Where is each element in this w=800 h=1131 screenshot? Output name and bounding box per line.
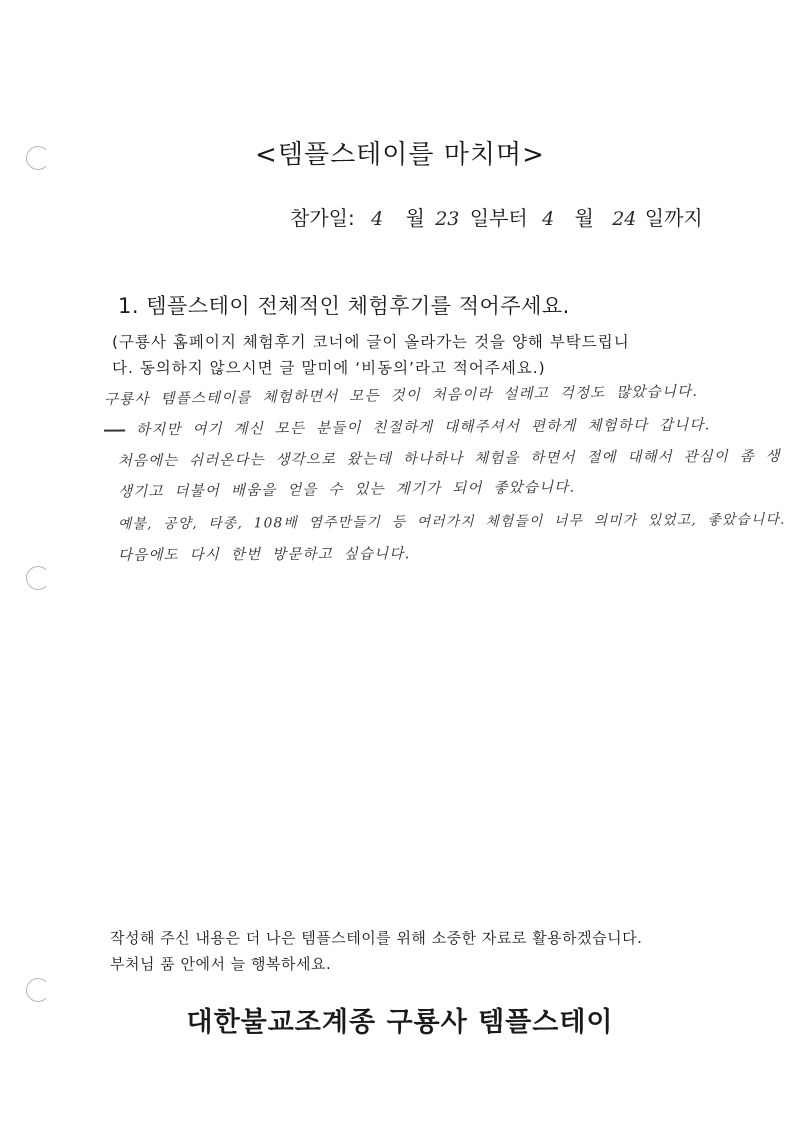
footer-note-line: 작성해 주신 내용은 더 나은 템플스테이를 위해 소중한 자료로 활용하겠습니다. xyxy=(110,929,643,947)
handwritten-line: 예불, 공양, 타종, 108배 염주만들기 등 여러가지 체험들이 너무 의미가 있었고, 좋았습니다. xyxy=(117,511,786,533)
participation-dates xyxy=(290,202,703,231)
handwritten-line: 다음에도 다시 한번 방문하고 싶습니다. xyxy=(117,546,411,564)
handwritten-line xyxy=(104,413,711,439)
punch-hole-mark xyxy=(26,978,50,1002)
start-day-value: 23 xyxy=(435,208,460,230)
punch-hole-mark xyxy=(26,566,50,590)
handwritten-line: 생기고 더불어 배움을 얻을 수 있는 계기가 되어 좋았습니다. xyxy=(117,479,576,501)
month-label: 월 xyxy=(405,206,425,230)
consent-note-line: 다. 동의하지 않으시면 글 말미에 ‘비동의’라고 적어주세요.) xyxy=(112,359,546,377)
question-heading: 1. 템플스테이 전체적인 체험후기를 적어주세요. xyxy=(118,294,570,318)
to-label: 일까지 xyxy=(644,206,703,230)
handwritten-line: 구룡사 템플스테이를 체험하면서 모든 것이 처음이라 설레고 걱정도 많았습니다. xyxy=(103,383,699,409)
consent-note-line: (구룡사 홈페이지 체험후기 코너에 글이 올라가는 것을 양해 부탁드립니 xyxy=(112,333,630,351)
organization-name: 대한불교조계종 구룡사 템플스테이 xyxy=(186,1007,614,1038)
dates-label: 참가일: xyxy=(290,206,355,230)
end-day-value: 24 xyxy=(612,208,637,230)
handwritten-text: 하지만 여기 계신 모든 분들이 친절하게 대해주셔서 편하게 체험하다 갑니다. xyxy=(135,417,711,439)
end-month-value: 4 xyxy=(542,208,555,230)
handwritten-line: 처음에는 쉬러온다는 생각으로 왔는데 하나하나 체험을 하면서 절에 대해서 관심이 좀 생 xyxy=(117,448,781,470)
page-title: <템플스테이를 마치며> xyxy=(255,140,545,170)
month-label: 월 xyxy=(574,206,594,230)
start-month-value: 4 xyxy=(371,208,384,230)
footer-note-line: 부처님 품 안에서 늘 행복하세요. xyxy=(110,955,332,973)
from-label: 일부터 xyxy=(469,206,528,230)
crossed-out-mark: ​ xyxy=(103,422,126,439)
